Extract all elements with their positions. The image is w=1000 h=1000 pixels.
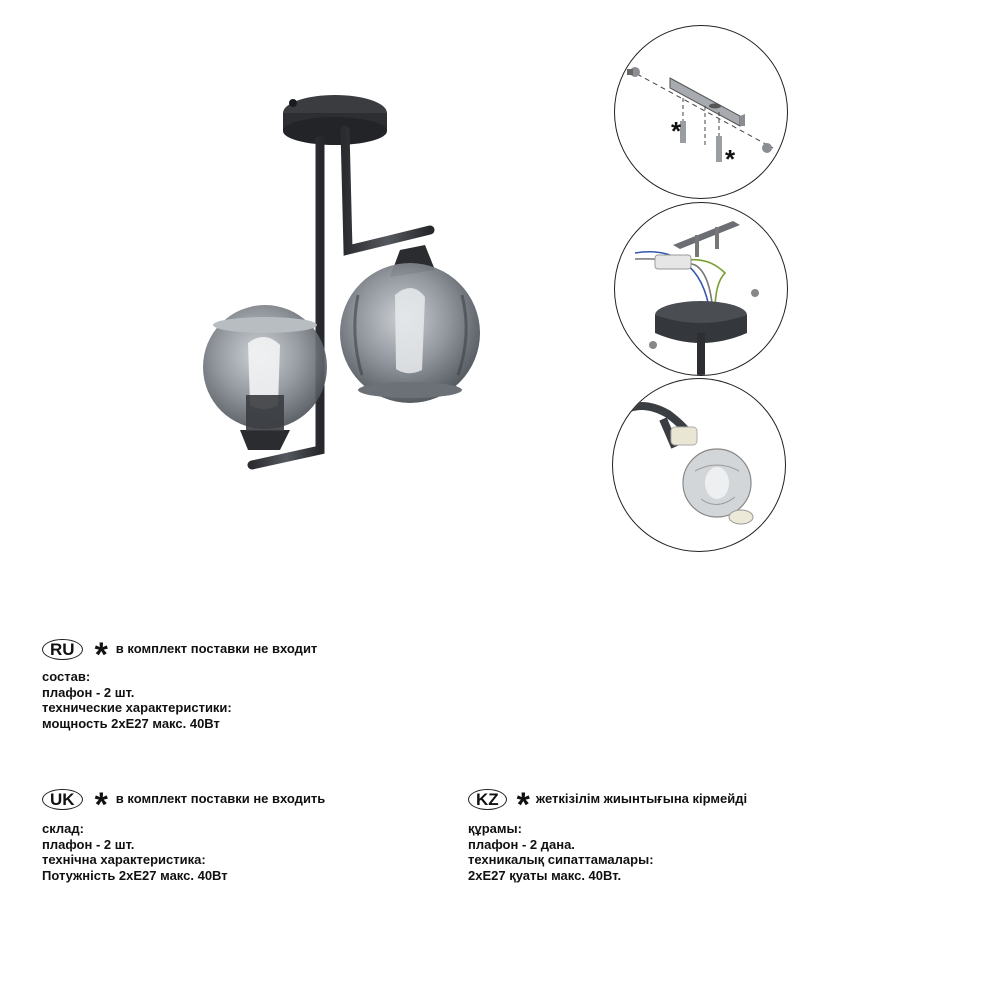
composition-item: плафон - 2 шт.	[42, 836, 135, 852]
composition-label: склад:	[42, 821, 84, 836]
specs-label: техникалық сипаттамалары:	[468, 852, 654, 867]
installation-step-2	[614, 202, 788, 376]
composition-label: құрамы:	[468, 821, 522, 836]
composition-label: состав:	[42, 669, 91, 684]
not-included-note: в комплект поставки не входит	[115, 641, 318, 657]
asterisk-icon: *	[94, 786, 108, 824]
specs-value: Потужність 2xE27 макс. 40Вт	[42, 867, 228, 883]
language-badge-ru: RU	[42, 639, 83, 660]
language-block-uk	[42, 787, 325, 883]
specs-label: технічна характеристика:	[42, 852, 206, 867]
asterisk-icon: *	[516, 786, 530, 824]
composition-item: плафон - 2 дана.	[468, 836, 575, 852]
language-badge-uk: UK	[42, 789, 83, 810]
composition-item: плафон - 2 шт.	[42, 684, 135, 700]
installation-step-3	[612, 378, 786, 552]
language-block-ru	[42, 637, 317, 731]
asterisk-icon: *	[94, 636, 108, 674]
not-included-note: жеткізілім жиынтығына кірмейді	[535, 791, 748, 807]
not-included-note: в комплект поставки не входить	[115, 791, 326, 807]
language-block-kz	[468, 787, 747, 883]
installation-step-1	[614, 25, 788, 199]
lamp-illustration	[190, 85, 490, 485]
not-included-mark: *	[671, 116, 682, 146]
specs-value: 2xE27 қуаты макс. 40Вт.	[468, 867, 622, 883]
language-badge-kz: KZ	[468, 789, 507, 810]
not-included-mark: *	[725, 144, 736, 174]
specs-label: технические характеристики:	[42, 700, 232, 715]
specs-value: мощность 2xE27 макс. 40Вт	[42, 715, 220, 731]
